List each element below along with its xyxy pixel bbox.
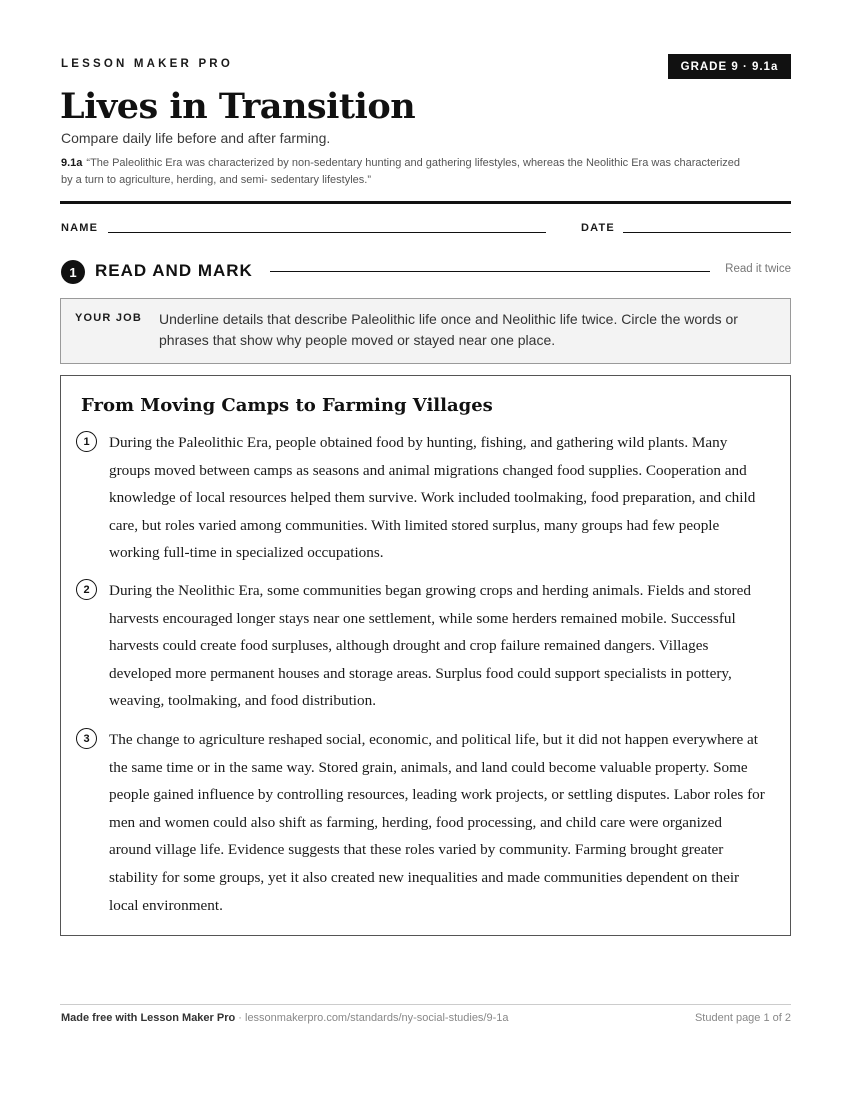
section-title: READ AND MARK xyxy=(95,261,253,280)
instructions-label: YOUR JOB xyxy=(75,312,143,324)
footer-separator: · xyxy=(235,1012,245,1024)
section-divider xyxy=(270,271,710,272)
standard-quote: “The Paleolithic Era was characterized by non-sedentary hunting and gathering lifestyles, whereas the Neolithic Era was characterized by a turn to agriculture, herding, and semi- sedentary lifestyles.” xyxy=(61,157,741,186)
page-title: Lives in Transition xyxy=(60,86,416,127)
grade-badge: GRADE 9 · 9.1a xyxy=(668,54,791,79)
paragraph-number: 3 xyxy=(76,728,97,749)
paragraph-text: During the Neolithic Era, some communities began growing crops and herding animals. Fields and stored harvests encouraged longer stays near one settlement, while some herders remained mobile. Successful harvests could create food surpluses, although drought and crop failure remained dangers. Villages developed more permanent houses and storage areas. Surplus food could support specialists in pottery, weaving, toolmaking, and food distribution. xyxy=(109,582,751,710)
passage-paragraph xyxy=(76,429,766,567)
passage-title: From Moving Camps to Farming Villages xyxy=(81,395,493,416)
name-label: NAME xyxy=(61,222,99,234)
paragraph-number: 1 xyxy=(76,431,97,452)
footer-divider xyxy=(60,1004,791,1005)
standard-code: 9.1a xyxy=(61,157,83,169)
footer-url[interactable]: lessonmakerpro.com/standards/ny-social-studies/9-1a xyxy=(245,1012,509,1024)
page-subtitle: Compare daily life before and after farming. xyxy=(61,130,331,146)
paragraph-text: The change to agriculture reshaped social, economic, and political life, but it did not happen everywhere at the same time or in the same way. Stored grain, animals, and land could become valuable property. Some people gained influence by controlling resources, leading work projects, or settling disputes. Labor roles for men and women could also shift as farming, herding, food processing, and child care were organized around village life. Evidence suggests that these roles varied by community. Farming brought greater stability for some groups, yet it also created new inequalities and made communities dependent on their local environment. xyxy=(109,731,765,914)
footer-made-with: Made free with Lesson Maker Pro xyxy=(61,1012,236,1024)
footer-credit xyxy=(61,1012,509,1024)
paragraph-number: 2 xyxy=(76,579,97,600)
page-indicator: Student page 1 of 2 xyxy=(694,1012,791,1024)
date-label: DATE xyxy=(581,222,615,234)
brand-name: LESSON MAKER PRO xyxy=(61,58,233,70)
standard-statement xyxy=(61,155,751,189)
header-divider xyxy=(60,201,791,204)
reading-passage xyxy=(60,375,791,936)
section-note: Read it twice xyxy=(725,263,791,275)
section-number-badge: 1 xyxy=(61,260,85,284)
instructions-text: Underline details that describe Paleolithic life once and Neolithic life twice. Circle the words or phrases that show why people moved or stayed near one place. xyxy=(159,311,738,348)
passage-paragraph xyxy=(76,726,766,919)
paragraph-text: During the Paleolithic Era, people obtained food by hunting, fishing, and gathering wild plants. Many groups moved between camps as seasons and animal migrations changed food supplies. Cooperation and knowledge of local resources helped them survive. Work included toolmaking, food preparation, and child care, but roles varied among communities. With limited stored surplus, many groups had few people working full-time in specialized occupations. xyxy=(109,434,756,562)
instructions-box xyxy=(60,298,791,364)
passage-paragraph xyxy=(76,577,766,715)
name-field-line[interactable] xyxy=(108,232,546,233)
date-field-line[interactable] xyxy=(623,232,791,233)
